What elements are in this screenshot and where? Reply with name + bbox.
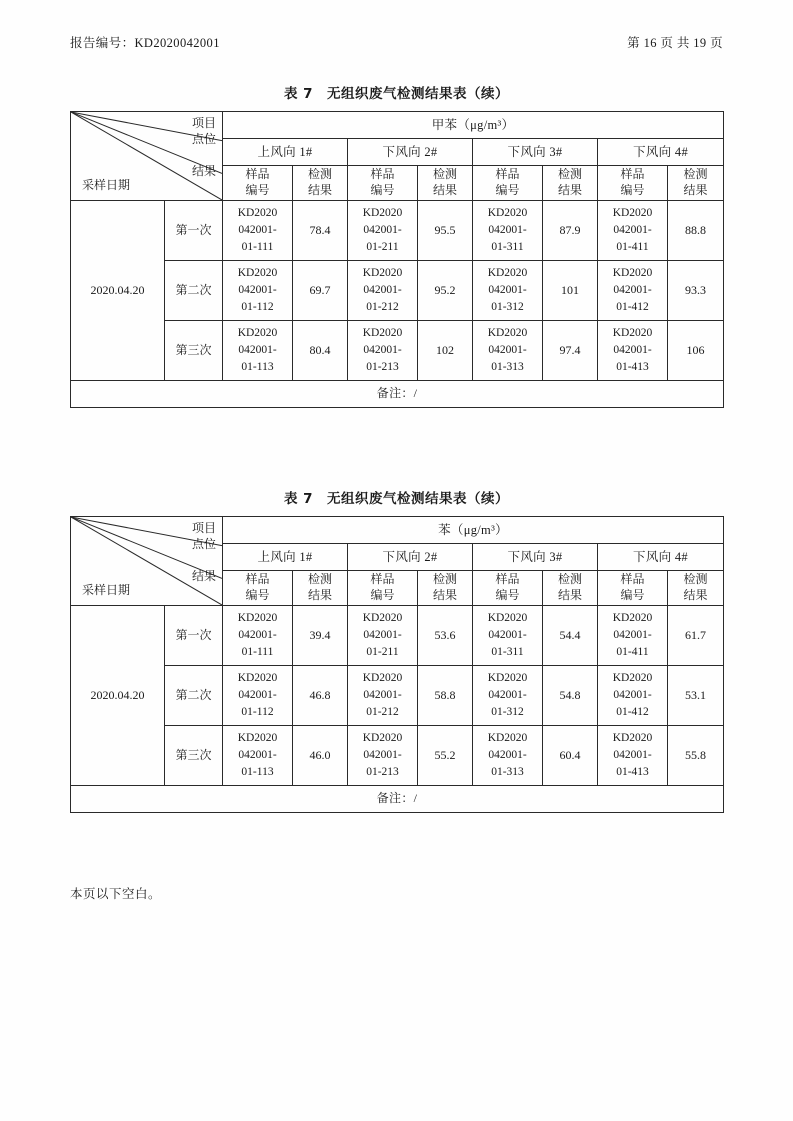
sample-id: KD2020 042001- 01-111	[223, 606, 293, 666]
sample-id: KD2020 042001- 01-212	[348, 261, 418, 321]
corner-label-result: 结果	[191, 569, 216, 583]
sample-id: KD2020 042001- 01-313	[473, 726, 543, 786]
corner-label-item: 项目	[191, 521, 216, 535]
site-header-3: 下风向 3#	[473, 544, 598, 571]
site-header-1: 上风向 1#	[223, 139, 348, 166]
sample-id: KD2020 042001- 01-213	[348, 726, 418, 786]
subheader-sample-id-3: 样品 编号	[473, 166, 543, 201]
sample-id: KD2020 042001- 01-411	[598, 606, 668, 666]
measured-value: 55.8	[668, 726, 724, 786]
subheader-result-1: 检测 结果	[293, 166, 348, 201]
page-number: 第 16 页 共 19 页	[627, 36, 723, 50]
table-block-benzene	[70, 487, 723, 813]
site-header-4: 下风向 4#	[598, 139, 724, 166]
sample-id: KD2020 042001- 01-312	[473, 666, 543, 726]
table-title: 表 7 无组织废气检测结果表（续）	[283, 86, 510, 102]
site-header-3: 下风向 3#	[473, 139, 598, 166]
site-header-1: 上风向 1#	[223, 544, 348, 571]
sample-id: KD2020 042001- 01-112	[223, 261, 293, 321]
sequence-label: 第二次	[165, 666, 223, 726]
page-blank-note: 本页以下空白。	[70, 887, 162, 901]
site-header-2: 下风向 2#	[348, 544, 473, 571]
table-row	[71, 261, 724, 321]
measured-value: 93.3	[668, 261, 724, 321]
subheader-sample-id-4: 样品 编号	[598, 571, 668, 606]
site-header-4: 下风向 4#	[598, 544, 724, 571]
measured-value: 102	[418, 321, 473, 381]
measured-value: 78.4	[293, 201, 348, 261]
corner-label-date: 采样日期	[82, 583, 131, 598]
sampling-date: 2020.04.20	[71, 606, 165, 786]
corner-header-cell	[71, 112, 223, 201]
sample-id: KD2020 042001- 01-113	[223, 726, 293, 786]
results-table	[70, 516, 724, 813]
measured-value: 53.1	[668, 666, 724, 726]
note-row	[71, 786, 724, 813]
measured-value: 46.0	[293, 726, 348, 786]
measured-value: 101	[543, 261, 598, 321]
subheader-result-3: 检测 结果	[543, 166, 598, 201]
sample-id: KD2020 042001- 01-212	[348, 666, 418, 726]
sample-id: KD2020 042001- 01-311	[473, 606, 543, 666]
table-body	[71, 112, 724, 408]
sample-id: KD2020 042001- 01-112	[223, 666, 293, 726]
sample-id: KD2020 042001- 01-412	[598, 666, 668, 726]
subheader-sample-id-2: 样品 编号	[348, 166, 418, 201]
subheader-sample-id-3: 样品 编号	[473, 571, 543, 606]
sample-id: KD2020 042001- 01-113	[223, 321, 293, 381]
subheader-result-4: 检测 结果	[668, 571, 724, 606]
header-row-parameter	[71, 517, 724, 544]
table-row	[71, 321, 724, 381]
sample-id: KD2020 042001- 01-311	[473, 201, 543, 261]
subheader-sample-id-1: 样品 编号	[223, 166, 293, 201]
subheader-result-1: 检测 结果	[293, 571, 348, 606]
subheader-result-3: 检测 结果	[543, 571, 598, 606]
subheader-result-4: 检测 结果	[668, 166, 724, 201]
measured-value: 58.8	[418, 666, 473, 726]
subheader-result-2: 检测 结果	[418, 571, 473, 606]
header-row-parameter	[71, 112, 724, 139]
measured-value: 97.4	[543, 321, 598, 381]
measured-value: 54.8	[543, 666, 598, 726]
table-body	[71, 517, 724, 813]
sample-id: KD2020 042001- 01-313	[473, 321, 543, 381]
measured-value: 53.6	[418, 606, 473, 666]
measured-value: 95.2	[418, 261, 473, 321]
sample-id: KD2020 042001- 01-211	[348, 201, 418, 261]
sequence-label: 第一次	[165, 201, 223, 261]
results-table	[70, 111, 724, 408]
measured-value: 88.8	[668, 201, 724, 261]
measured-value: 106	[668, 321, 724, 381]
note-text: 备注：/	[71, 381, 724, 408]
note-row	[71, 381, 724, 408]
subheader-sample-id-4: 样品 编号	[598, 166, 668, 201]
sequence-label: 第三次	[165, 726, 223, 786]
table-block-toluene	[70, 82, 723, 408]
report-number: 报告编号：KD2020042001	[70, 36, 220, 50]
subheader-result-2: 检测 结果	[418, 166, 473, 201]
corner-label-item: 项目	[191, 116, 216, 130]
sample-id: KD2020 042001- 01-413	[598, 726, 668, 786]
sequence-label: 第三次	[165, 321, 223, 381]
sample-id: KD2020 042001- 01-411	[598, 201, 668, 261]
parameter-header: 甲苯（μg/m³）	[223, 112, 724, 139]
sample-id: KD2020 042001- 01-211	[348, 606, 418, 666]
subheader-sample-id-1: 样品 编号	[223, 571, 293, 606]
corner-label-point: 点位	[191, 537, 216, 551]
measured-value: 95.5	[418, 201, 473, 261]
measured-value: 55.2	[418, 726, 473, 786]
note-text: 备注：/	[71, 786, 724, 813]
measured-value: 80.4	[293, 321, 348, 381]
measured-value: 60.4	[543, 726, 598, 786]
corner-label-date: 采样日期	[82, 178, 131, 193]
sample-id: KD2020 042001- 01-213	[348, 321, 418, 381]
sequence-label: 第一次	[165, 606, 223, 666]
corner-label-point: 点位	[191, 132, 216, 146]
measured-value: 87.9	[543, 201, 598, 261]
document-header	[70, 33, 723, 51]
sequence-label: 第二次	[165, 261, 223, 321]
parameter-header: 苯（μg/m³）	[223, 517, 724, 544]
site-header-2: 下风向 2#	[348, 139, 473, 166]
measured-value: 54.4	[543, 606, 598, 666]
sampling-date: 2020.04.20	[71, 201, 165, 381]
table-title: 表 7 无组织废气检测结果表（续）	[283, 491, 510, 507]
corner-header-cell	[71, 517, 223, 606]
sample-id: KD2020 042001- 01-111	[223, 201, 293, 261]
measured-value: 39.4	[293, 606, 348, 666]
table-row	[71, 606, 724, 666]
sample-id: KD2020 042001- 01-312	[473, 261, 543, 321]
table-row	[71, 201, 724, 261]
corner-label-result: 结果	[191, 164, 216, 178]
subheader-sample-id-2: 样品 编号	[348, 571, 418, 606]
table-row	[71, 726, 724, 786]
sample-id: KD2020 042001- 01-413	[598, 321, 668, 381]
table-row	[71, 666, 724, 726]
measured-value: 61.7	[668, 606, 724, 666]
measured-value: 69.7	[293, 261, 348, 321]
sample-id: KD2020 042001- 01-412	[598, 261, 668, 321]
measured-value: 46.8	[293, 666, 348, 726]
